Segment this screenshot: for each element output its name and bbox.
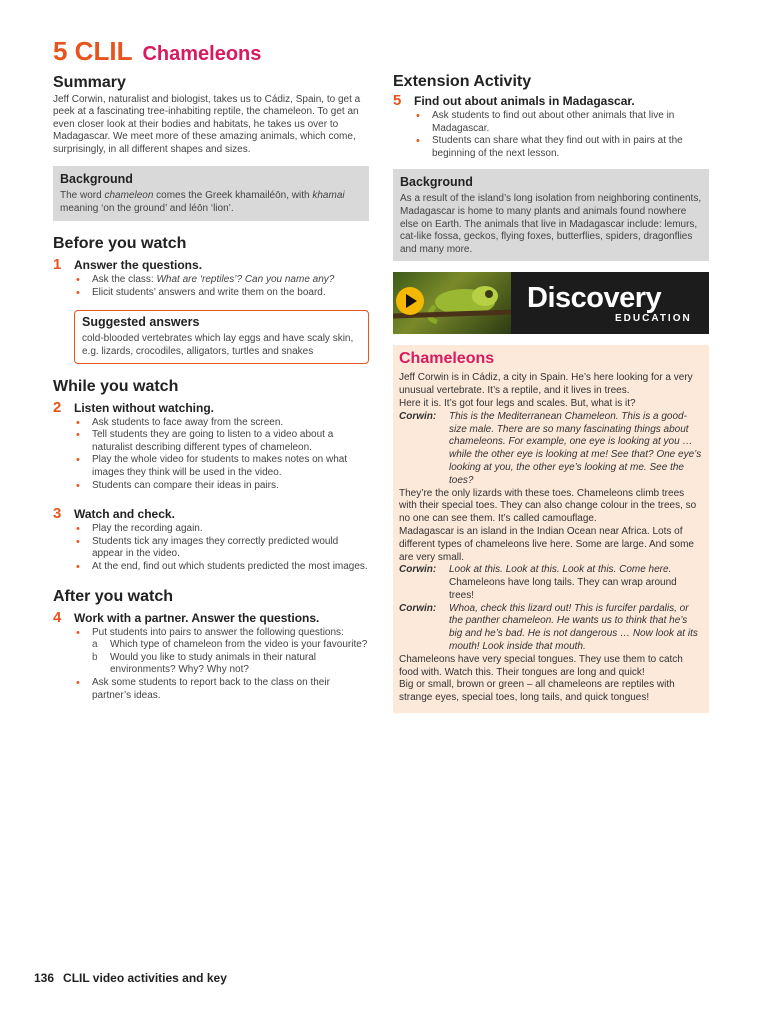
script-speaker-line: Corwin: Look at this. Look at this. Look at this. Come here. Chameleons have long tails. They can wrap around trees! xyxy=(399,564,677,601)
task-number: 1 xyxy=(53,256,62,274)
right-column xyxy=(393,72,709,713)
page-number: 136 xyxy=(34,971,55,985)
task-number: 2 xyxy=(53,398,62,416)
task-title: Listen without watching. xyxy=(74,400,214,415)
list-item: • Ask the class: What are ‘reptiles’? Can you name any? xyxy=(74,274,369,287)
script-para: Chameleons have very special tongues. They use them to catch food with. Watch this. Their tongues are long and quick! xyxy=(399,653,683,678)
task-number: 3 xyxy=(53,505,62,523)
discovery-education-label: EDUCATION xyxy=(615,313,692,325)
suggested-answers-heading: Suggested answers xyxy=(82,315,200,330)
video-player[interactable] xyxy=(393,272,709,334)
list-item: • Play the whole video for students to makes notes on what images they think will be used in the video. xyxy=(74,454,369,479)
list-item: • Ask students to find out about other animals that live in Madagascar. xyxy=(414,110,709,135)
background-heading: Background xyxy=(60,172,133,187)
script-para: They’re the only lizards with these toes. Chameleons climb trees with their special toes. They can also change colour in the trees, so no one can see them. It’s called camouflage. xyxy=(399,487,697,525)
task-2 xyxy=(53,398,369,416)
background-text: The word chameleon comes the Greek khamailéōn, with khamai meaning ‘on the ground’ and léōn ‘lion’. xyxy=(60,190,345,214)
question-a: a Which type of chameleon from the video is your favourite? xyxy=(92,639,368,651)
script-speaker-line: Corwin: This is the Mediterranean Chameleon. This is a good-size male. There are so many fascinating things about chameleons. For example, one eye is looking at you … while the other eye is looking at me! See that? One eye’s looking at you, the other eye’s looking at me. See the toes? xyxy=(399,410,702,486)
script-speaker-line: Corwin: Whoa, check this lizard out! This is furcifer pardalis, or the panther chameleon. He wants us to think that he’s big and he’s bad. He is not dangerous … Now look at its mouth! Look inside that mouth. xyxy=(399,602,698,653)
list-item: • Elicit students’ answers and write them on the board. xyxy=(74,287,369,300)
footer-label: CLIL video activities and key xyxy=(63,971,227,985)
while-you-watch-heading: While you watch xyxy=(53,377,179,395)
task-4-list xyxy=(74,627,369,703)
page-title xyxy=(53,36,369,68)
summary-text: Jeff Corwin, naturalist and biologist, takes us to Cádiz, Spain, to get a peek at a fascinating tree-inhabiting reptile, the chameleon. To get an even closer look at their bodies and habitats, he takes us over to Madagascar. We meet more of these amazing animals, which come, surprisingly, in all different shapes and sizes. xyxy=(53,94,361,155)
task-1 xyxy=(53,258,369,272)
discovery-logo: Discovery xyxy=(527,282,662,315)
extension-activity-heading: Extension Activity xyxy=(393,73,532,90)
task-title: Answer the questions. xyxy=(74,258,203,273)
task-1-list xyxy=(74,274,369,299)
list-item: • Put students into pairs to answer the following questions: a Which type of chameleon from the video is your favourite? b Would you like to study animals in their natural environments? Why? Why not? xyxy=(74,627,369,677)
task-5 xyxy=(393,94,709,108)
task-number: 4 xyxy=(53,608,62,626)
task-5-list xyxy=(414,110,709,160)
task-4 xyxy=(53,608,369,626)
after-you-watch-heading: After you watch xyxy=(53,587,174,605)
list-item: • Play the recording again. xyxy=(74,523,369,536)
list-item: • Students can share what they find out with in pairs at the beginning of the next lesson. xyxy=(414,135,709,160)
task-3-list xyxy=(74,523,369,573)
background-text: As a result of the island’s long isolation from neighboring continents, Madagascar is home to many plants and animals found nowhere else on Earth. The animals that live in Madagascar include: lemurs, cat-like fossa, geckos, flying foxes, butterflies, spiders, dragonflies and many more. xyxy=(400,193,702,255)
script-para: Here it is. It’s got four legs and scales. But, what is it? xyxy=(399,397,636,409)
list-item: • Ask students to face away from the screen. xyxy=(74,417,369,430)
question-list xyxy=(92,639,369,677)
unit-number: 5 CLIL xyxy=(53,36,133,66)
list-item: • Ask some students to report back to the class on their partner’s ideas. xyxy=(74,677,369,702)
script-heading: Chameleons xyxy=(399,350,495,368)
unit-title: Chameleons xyxy=(142,43,262,65)
script-para: Jeff Corwin is in Cádiz, a city in Spain. He’s here looking for a very unusual vertebrate. It’s a reptile, and it lives in trees. xyxy=(399,372,693,397)
list-item: • Students tick any images they correctly predicted would appear in the video. xyxy=(74,536,369,561)
script-para: Madagascar is an island in the Indian Ocean near Africa. Lots of different types of chameleons live here. Some are large. And some are very small. xyxy=(399,525,694,563)
task-number: 5 xyxy=(393,92,402,109)
suggested-answers-text: cold-blooded vertebrates which lay eggs and have scaly skin, e.g. lizards, crocodiles, alligators, turtles and snakes xyxy=(82,333,354,357)
page-footer xyxy=(34,972,227,985)
summary-heading: Summary xyxy=(53,74,126,91)
left-column xyxy=(53,36,369,702)
list-item: • Students can compare their ideas in pairs. xyxy=(74,480,369,493)
task-title: Find out about animals in Madagascar. xyxy=(414,94,635,108)
list-item: • Tell students they are going to listen to a video about a naturalist describing different types of chameleon. xyxy=(74,429,369,454)
background-box-right xyxy=(393,169,709,261)
list-item: • At the end, find out which students predicted the most images. xyxy=(74,561,369,574)
video-script-box xyxy=(393,345,709,713)
task-3 xyxy=(53,507,369,521)
before-you-watch-heading: Before you watch xyxy=(53,235,187,253)
question-b: b Would you like to study animals in their natural environments? Why? Why not? xyxy=(92,651,317,676)
background-heading: Background xyxy=(400,175,473,190)
background-box-left xyxy=(53,166,369,221)
task-title: Work with a partner. Answer the questions. xyxy=(74,610,320,625)
script-para: Big or small, brown or green – all chameleons are reptiles with strange eyes, special toes, long tails, and quick tongues! xyxy=(399,679,675,704)
suggested-answers-box xyxy=(74,310,369,363)
task-title: Watch and check. xyxy=(74,507,175,522)
task-2-list xyxy=(74,417,369,493)
